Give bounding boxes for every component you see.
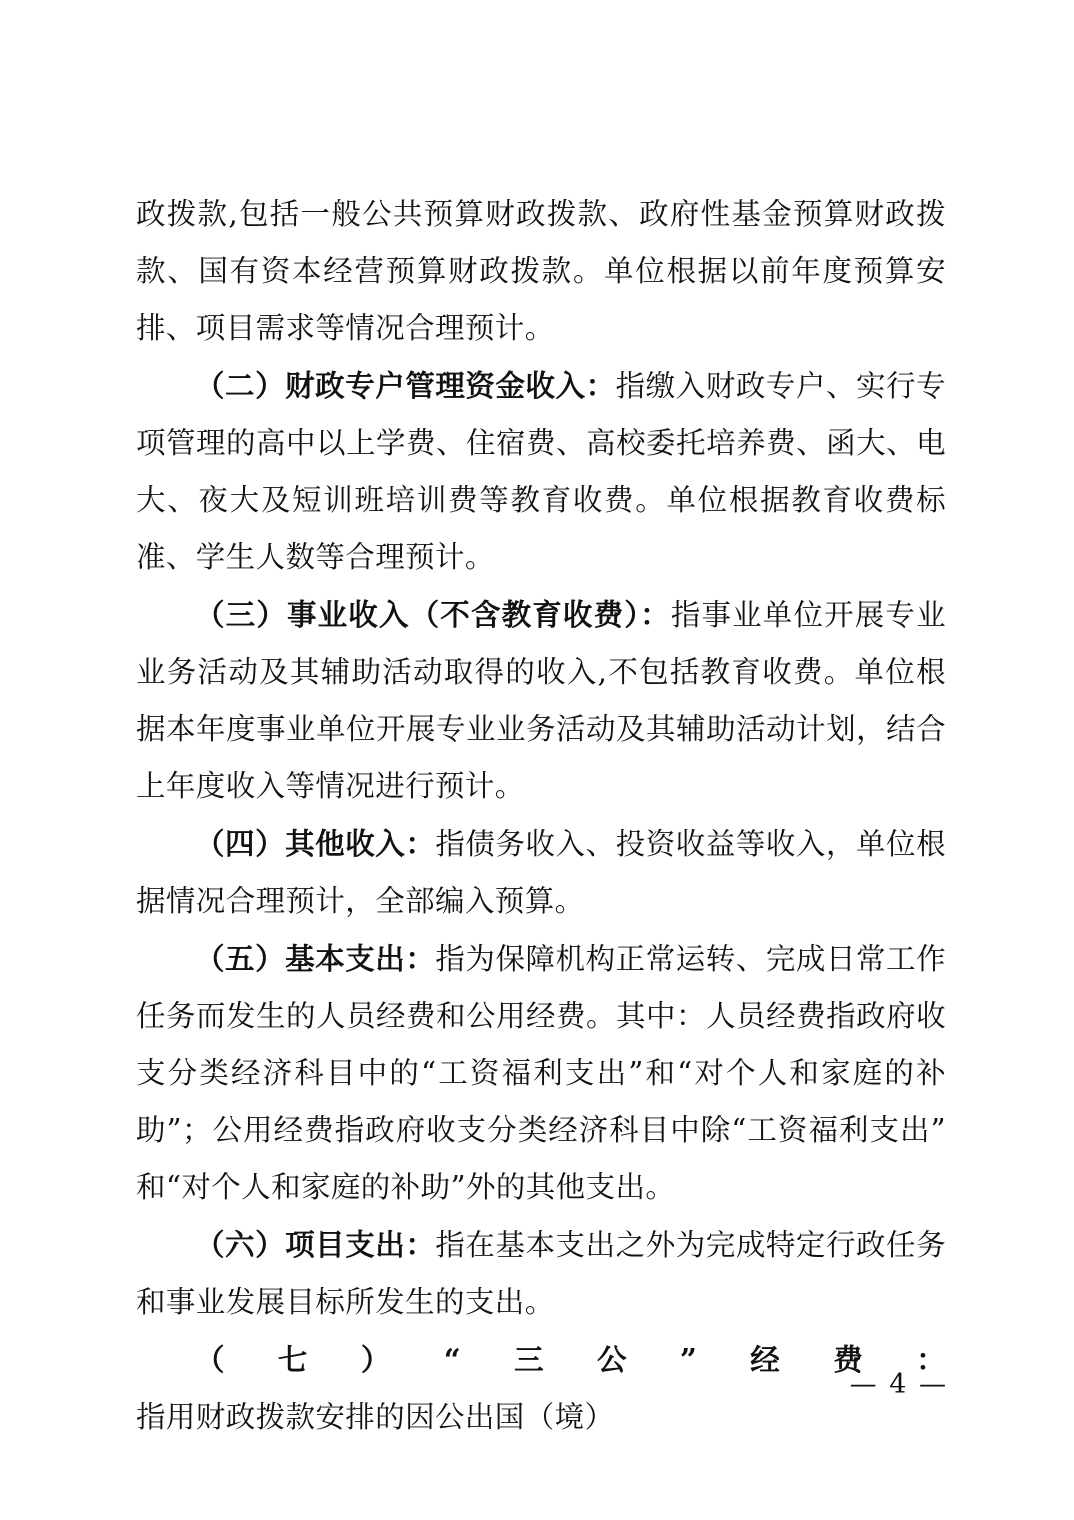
paragraph: [136, 815, 946, 930]
paragraph-text: 指为保障机构正常运转、完成日常工作任务而发生的人员经费和公用经费。其中：人员经费指政府收支分类经济科目中的“工资福利支出”和“对个人和家庭的补助”；公用经费指政府收支分类经济科目中除“工资福利支出”和“对个人和家庭的补助”外的其他支出。: [136, 942, 946, 1204]
paragraph-text: 指债务收入、投资收益等收入，单位根据情况合理预计，全部编入预算。: [136, 827, 946, 918]
paragraph: [136, 1216, 946, 1331]
paragraph: [136, 186, 946, 357]
paragraph-text: 指用财政拨款安排的因公出国（境）: [136, 1400, 615, 1434]
paragraph-heading: （七）“三公”经费：: [195, 1342, 946, 1377]
paragraph-text: 指在基本支出之外为完成特定行政任务和事业发展目标所发生的支出。: [136, 1228, 946, 1319]
page-number: — 4 —: [849, 1369, 948, 1400]
paragraph: [136, 357, 946, 586]
document-body: [136, 186, 946, 1446]
paragraph-heading: （六）项目支出：: [195, 1227, 436, 1262]
paragraph-heading: （五）基本支出：: [195, 941, 436, 976]
paragraph-heading: （二）财政专户管理资金收入：: [195, 368, 616, 403]
paragraph-text: 指事业单位开展专业业务活动及其辅助活动取得的收入,不包括教育收费。单位根据本年度事业单位开展专业业务活动及其辅助活动计划，结合上年度收入等情况进行预计。: [136, 598, 946, 803]
paragraph: [136, 586, 946, 815]
paragraph: [136, 1331, 946, 1446]
paragraph: [136, 930, 946, 1216]
paragraph-text: 政拨款,包括一般公共预算财政拨款、政府性基金预算财政拨款、国有资本经营预算财政拨款。单位根据以前年度预算安排、项目需求等情况合理预计。: [136, 197, 946, 345]
paragraph-heading: （三）事业收入（不含教育收费）：: [195, 597, 671, 632]
paragraph-heading: （四）其他收入：: [195, 826, 436, 861]
paragraph-text: 指缴入财政专户、实行专项管理的高中以上学费、住宿费、高校委托培养费、函大、电大、夜大及短训班培训费等教育收费。单位根据教育收费标准、学生人数等合理预计。: [136, 369, 946, 574]
